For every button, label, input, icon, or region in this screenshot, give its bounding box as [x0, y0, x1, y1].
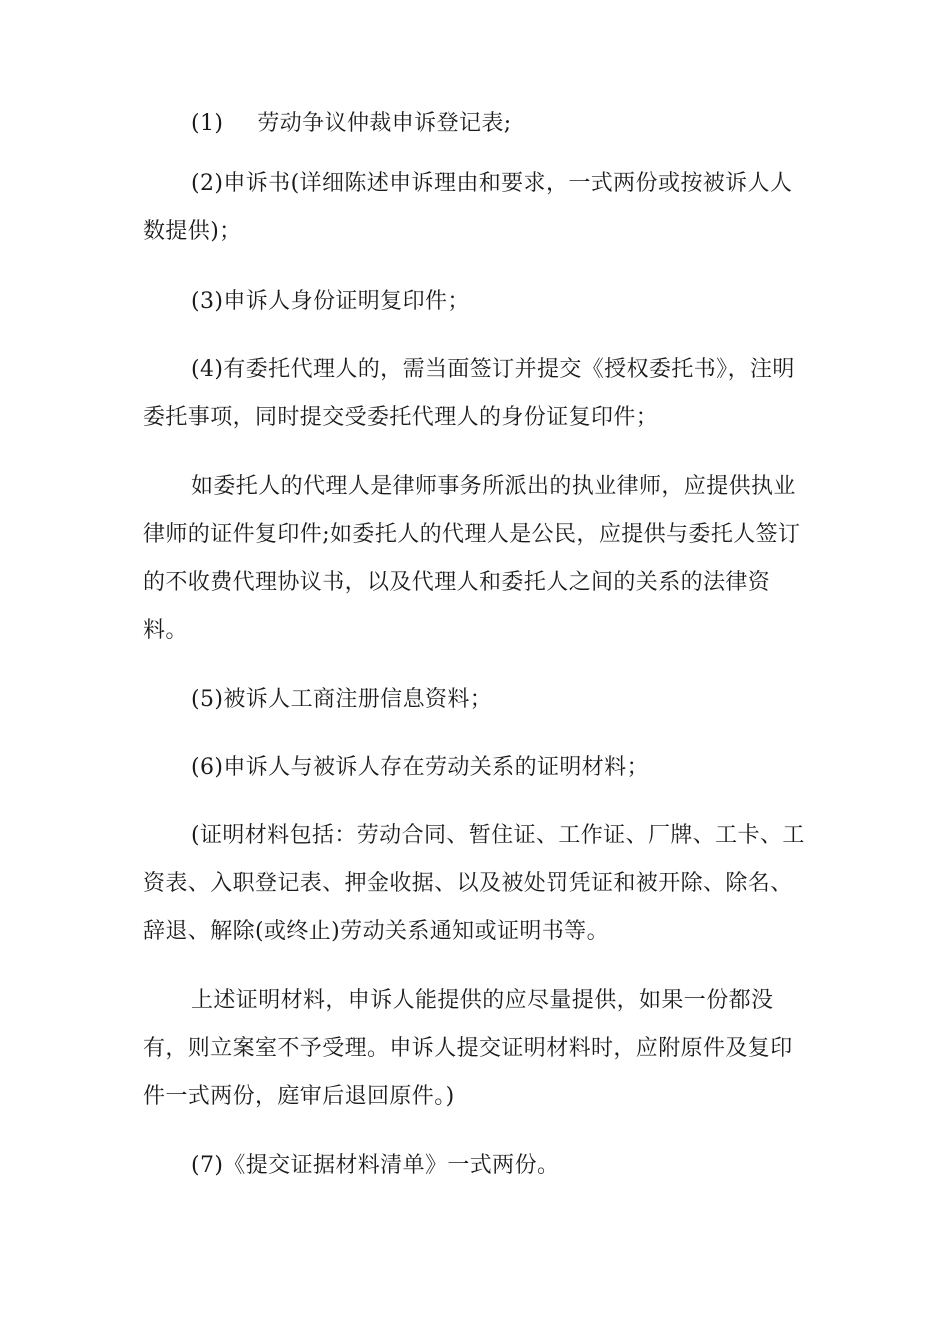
item-1-text: 劳动争议仲裁申诉登记表; [257, 111, 512, 136]
item-1-marker: (1) [191, 111, 224, 136]
item-6-labor-relation-proof: (6)申诉人与被诉人存在劳动关系的证明材料； [191, 755, 649, 780]
agent-requirements-note: 如委托人的代理人是律师事务所派出的执业律师，应提供执业律师的证件复印件;如委托人的代理人是公民，应提供与委托人签订的不收费代理协议书，以及代理人和委托人之间的关系的法律资料。 [143, 474, 801, 643]
item-7-evidence-list: (7)《提交证据材料清单》一式两份。 [191, 1153, 560, 1178]
proof-materials-note: 上述证明材料，申诉人能提供的应尽量提供，如果一份都没有，则立案室不予受理。申诉人提交证明材料时，应附原件及复印件一式两份，庭审后退回原件。) [143, 988, 793, 1109]
proof-materials-list: (证明材料包括：劳动合同、暂住证、工作证、厂牌、工卡、工资表、入职登记表、押金收据、以及被处罚凭证和被开除、除名、辞退、解除(或终止)劳动关系通知或证明书等。 [143, 823, 805, 944]
item-1-application-form [143, 100, 811, 148]
item-4-power-of-attorney: (4)有委托代理人的，需当面签订并提交《授权委托书》，注明委托事项，同时提交受委托代理人的身份证复印件； [143, 357, 795, 430]
item-3-identity-copy: (3)申诉人身份证明复印件； [191, 289, 470, 314]
item-5-respondent-registration: (5)被诉人工商注册信息资料； [191, 687, 493, 712]
item-2-complaint-letter: (2)申诉书(详细陈述申诉理由和要求，一式两份或按被诉人人数提供)； [143, 171, 793, 244]
